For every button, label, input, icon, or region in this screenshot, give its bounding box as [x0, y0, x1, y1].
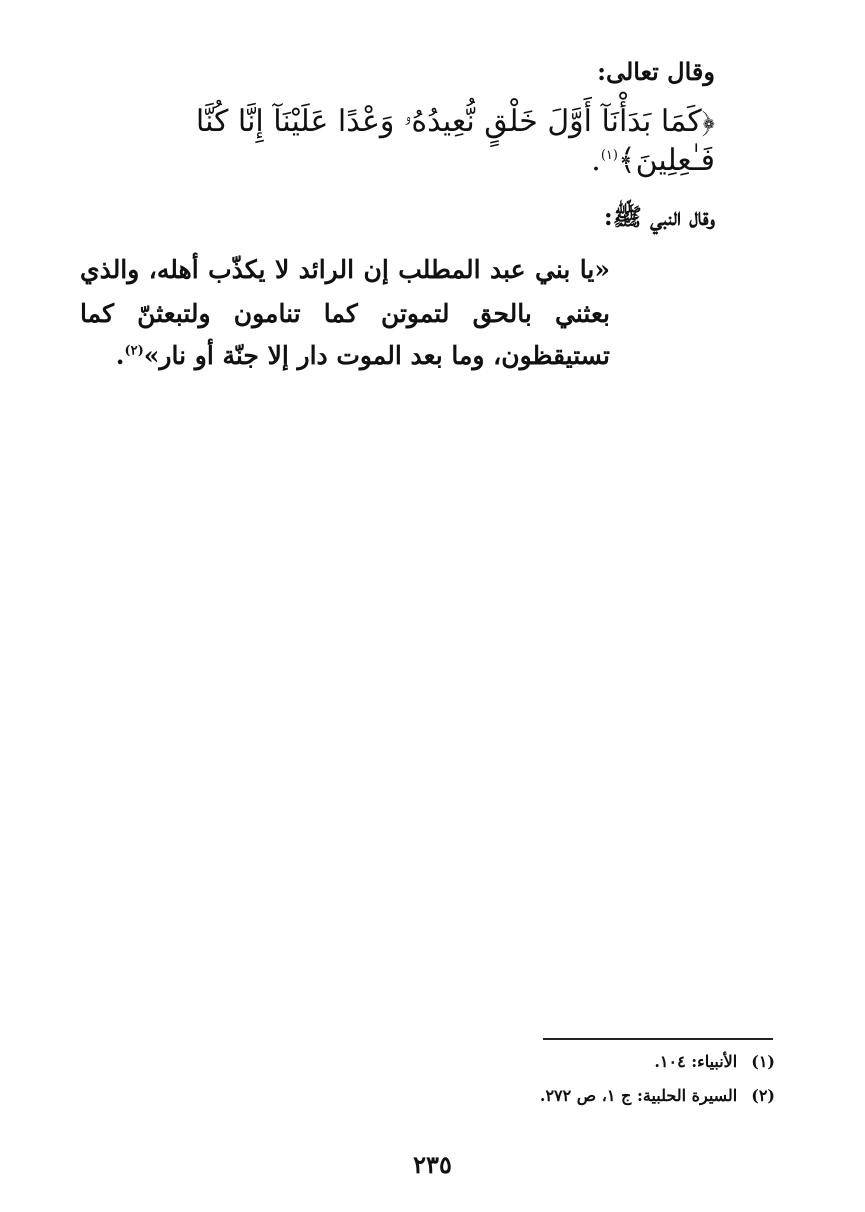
intro-heading-quran: وقال تعالى: [597, 57, 715, 86]
intro-heading-hadith: وقال النبي ﷺ: [603, 202, 715, 231]
quran-verse-line-2 [591, 140, 715, 182]
footnote-ref-2: (٢) [124, 343, 144, 359]
page-number: ٢٣٥ [413, 1150, 452, 1179]
quran-verse-text: فَـٰعِلِينَ﴾ [617, 143, 715, 178]
hadith-line-1: «يا بني عبد المطلب إن الرائد لا يكذّب أهله، والذي [80, 255, 610, 284]
quran-verse-line-1: ﴿كَمَا بَدَأْنَآ أَوَّلَ خَلْقٍ نُّعِيدُهُۥ وَعْدًا عَلَيْنَآ إِنَّا كُنَّا [195, 104, 715, 139]
footnote-divider [543, 1038, 773, 1040]
footnote-2-number: (٢) [751, 1086, 775, 1105]
footnote-2-text: السيرة الحلبية: ج ١، ص ٢٧٢. [539, 1086, 738, 1105]
hadith-line-3 [116, 334, 610, 378]
footnote-2 [540, 1086, 775, 1106]
hadith-line-3-text: تستيقظون، وما بعد الموت دار إلا جنّة أو نار» [143, 341, 610, 370]
footnote-1 [654, 1052, 775, 1072]
footnote-1-number: (١) [751, 1052, 775, 1071]
quran-end-mark: . [591, 143, 601, 178]
hadith-line-2: بعثني بالحق لتموتن كما تنامون ولتبعثنّ كما [80, 299, 610, 328]
hadith-end-mark: . [115, 341, 125, 370]
footnote-1-text: الأنبياء: ١٠٤. [654, 1052, 738, 1071]
footnote-ref-1: (١) [600, 148, 618, 163]
